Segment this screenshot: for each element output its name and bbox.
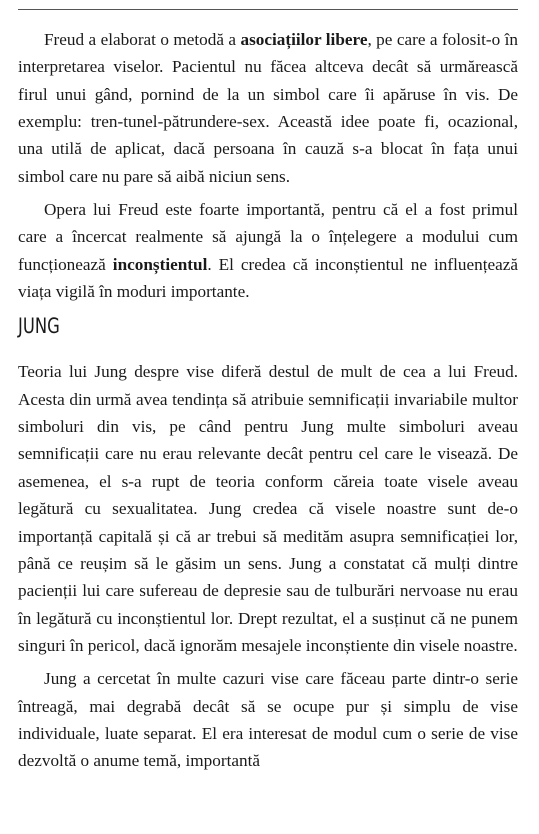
emphasis-term: inconștientul bbox=[112, 254, 208, 274]
book-page bbox=[18, 0, 518, 834]
section-heading: JUNG bbox=[18, 314, 60, 339]
paragraph-jung-theory: Teoria lui Jung despre vise diferă destul de mult de cea a lui Freud. Acesta din urmă avea tendința să atribuie semnificații invariabile multor simboluri din vis, pe când pentru Jung multe simboluri aveau semnificații care nu erau relevante decât pentru cel care le visează. De asemenea, el s-a rupt de teoria conform căreia toate visele aveau legătură cu sexualitatea. Jung credea că visele noastre sunt de-o importanță capitală și că ar trebui să medităm asupra semnificației lor, până ce reușim să le găsim un sens. Jung a constatat că mulți dintre pacienții lui care sufereau de depresie sau de tulburări nervoase nu erau în legătură cu inconștientul lor. Drept rezultat, el a susținut că ne punem singuri în pericol, dacă ignorăm mesajele inconștiente din visele noastre. bbox=[18, 362, 518, 655]
header-rule bbox=[18, 9, 518, 10]
emphasis-term: asociațiilor libere bbox=[240, 30, 368, 49]
paragraph-text: Freud a elaborat o metodă a bbox=[44, 30, 241, 49]
paragraph-unconscious bbox=[18, 196, 518, 305]
paragraph-text: , pe care a folosit-o în interpretarea viselor. Pacientul nu făcea altceva decât să urmărească firul unui gând, pornind de la un simbol care îi apăruse în vis. De exemplu: tren-tunel-pătrundere-sex. Această idee poate fi, ocazional, una utilă de aplicat, dacă persoana în cauză s-a blocat în fața unui simbol care nu pare să aibă niciun sens. bbox=[18, 30, 518, 186]
paragraph-text: . El credea că inconștientul ne influențează viața vigilă în moduri importante. bbox=[18, 254, 518, 302]
paragraph-dream-series: Jung a cercetat în multe cazuri vise care făceau parte dintr-o serie întreagă, mai degrabă decât să se ocupe pur și simplu de vise individuale, luate separat. El era interesat de modul cum o serie de vise dezvoltă o anume temă, importantă bbox=[18, 669, 518, 771]
body-text bbox=[18, 26, 518, 781]
paragraph-free-association bbox=[18, 26, 518, 190]
paragraph-text: Opera lui Freud este foarte importantă, pentru că el a fost primul care a încercat realmente să ajungă la o înțelegere a modului cum funcționează bbox=[18, 200, 518, 274]
